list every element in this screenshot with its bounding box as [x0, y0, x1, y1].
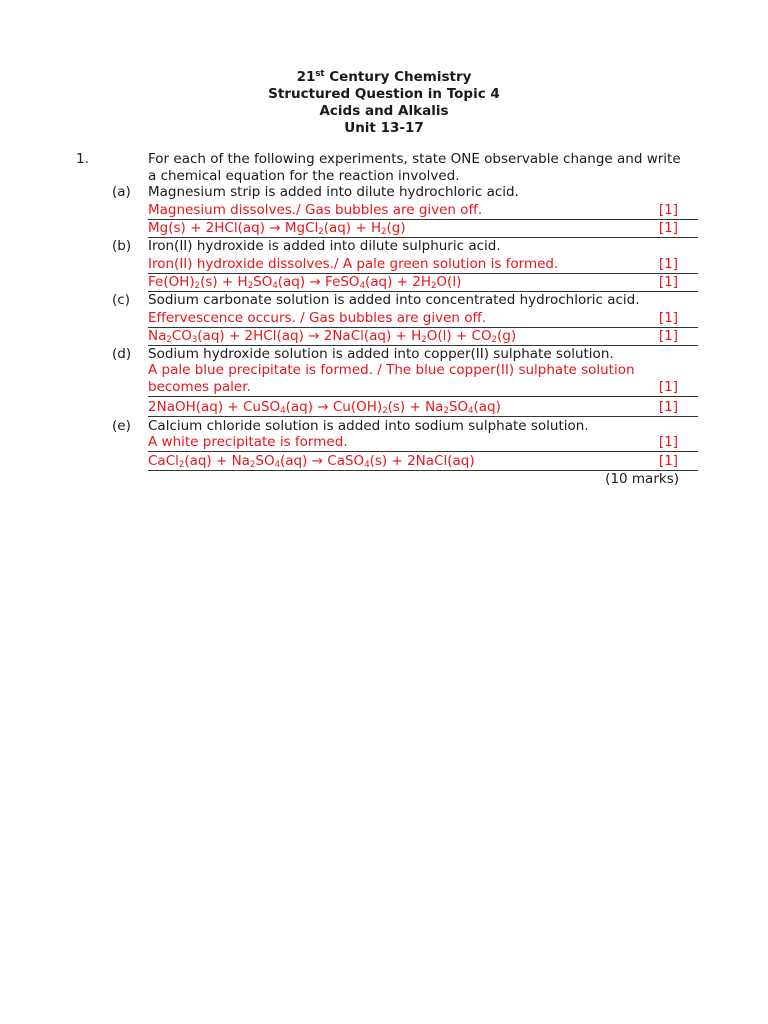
answer-line [148, 434, 698, 452]
answer-line [148, 202, 698, 220]
answer-line [148, 310, 698, 328]
question-number: 1. [76, 151, 89, 167]
mark: [1] [658, 310, 678, 326]
part-question: Magnesium strip is added into dilute hydrochloric acid. [148, 184, 519, 200]
answer-line [148, 220, 698, 238]
question-intro: For each of the following experiments, state ONE observable change and write a chemical equation for the reaction involved. [148, 151, 681, 184]
document-header [0, 69, 768, 137]
part-label: (e) [112, 418, 131, 434]
mark: [1] [658, 379, 678, 395]
mark: [1] [658, 434, 678, 450]
answer-text: Magnesium dissolves./ Gas bubbles are given off. [148, 202, 483, 218]
mark: [1] [658, 453, 678, 469]
answer-text: $Fe(OH)_2(s) + H_2SO_4(aq)$ → FeSO$_4$(aq) + $2H_2O(l)$ [148, 274, 462, 291]
answer-line [148, 274, 698, 292]
part-label: (a) [112, 184, 131, 200]
unit-title: Unit 13-17 [344, 120, 424, 136]
part-question: Sodium hydroxide solution is added into copper(II) sulphate solution. [148, 346, 614, 362]
total-marks: (10 marks) [605, 471, 679, 487]
question-set-title: Structured Question in Topic 4 [268, 86, 500, 102]
answer-line [148, 256, 698, 274]
part-question: Sodium carbonate solution is added into concentrated hydrochloric acid. [148, 292, 640, 308]
answer-text: Effervescence occurs. / Gas bubbles are given off. [148, 310, 487, 326]
mark: [1] [658, 256, 678, 272]
mark: [1] [658, 274, 678, 290]
part-label: (c) [112, 292, 130, 308]
answer-line [148, 453, 698, 471]
answer-text: 2NaOH(aq) + CuSO$_4$(aq) → $Cu(OH)_2(s) + Na_2SO_4(aq)$ [148, 399, 501, 416]
answer-line [148, 328, 698, 346]
answer-line [148, 399, 698, 417]
answer-text: Mg(s) + 2HCl(aq) → MgCl$_2$(aq) + $H_2(g)$ [148, 220, 406, 237]
part-question: Calcium chloride solution is added into sodium sulphate solution. [148, 418, 589, 434]
answer-text: Iron(II) hydroxide dissolves./ A pale green solution is formed. [148, 256, 559, 272]
part-label: (b) [112, 238, 132, 254]
answer-text: CaCl$_2$(aq) + $Na_2SO_4(aq)$ → CaSO$_4$(s) + 2NaCl(aq) [148, 453, 475, 470]
part-label: (d) [112, 346, 132, 362]
course-title: 21st Century Chemistry [296, 69, 472, 85]
answer-text: A white precipitate is formed. [148, 434, 348, 450]
answer-line [148, 362, 698, 397]
mark: [1] [658, 328, 678, 344]
mark: [1] [658, 399, 678, 415]
answer-text: A pale blue precipitate is formed. / The blue copper(II) sulphate solution becomes paler. [148, 362, 635, 395]
mark: [1] [658, 202, 678, 218]
part-question: Iron(II) hydroxide is added into dilute sulphuric acid. [148, 238, 501, 254]
topic-title: Acids and Alkalis [319, 103, 449, 119]
mark: [1] [658, 220, 678, 236]
answer-text: $Na_2CO_3(aq) + 2HCl(aq)$ → 2NaCl(aq) + $H_2O(l) + CO_2(g)$ [148, 328, 517, 345]
